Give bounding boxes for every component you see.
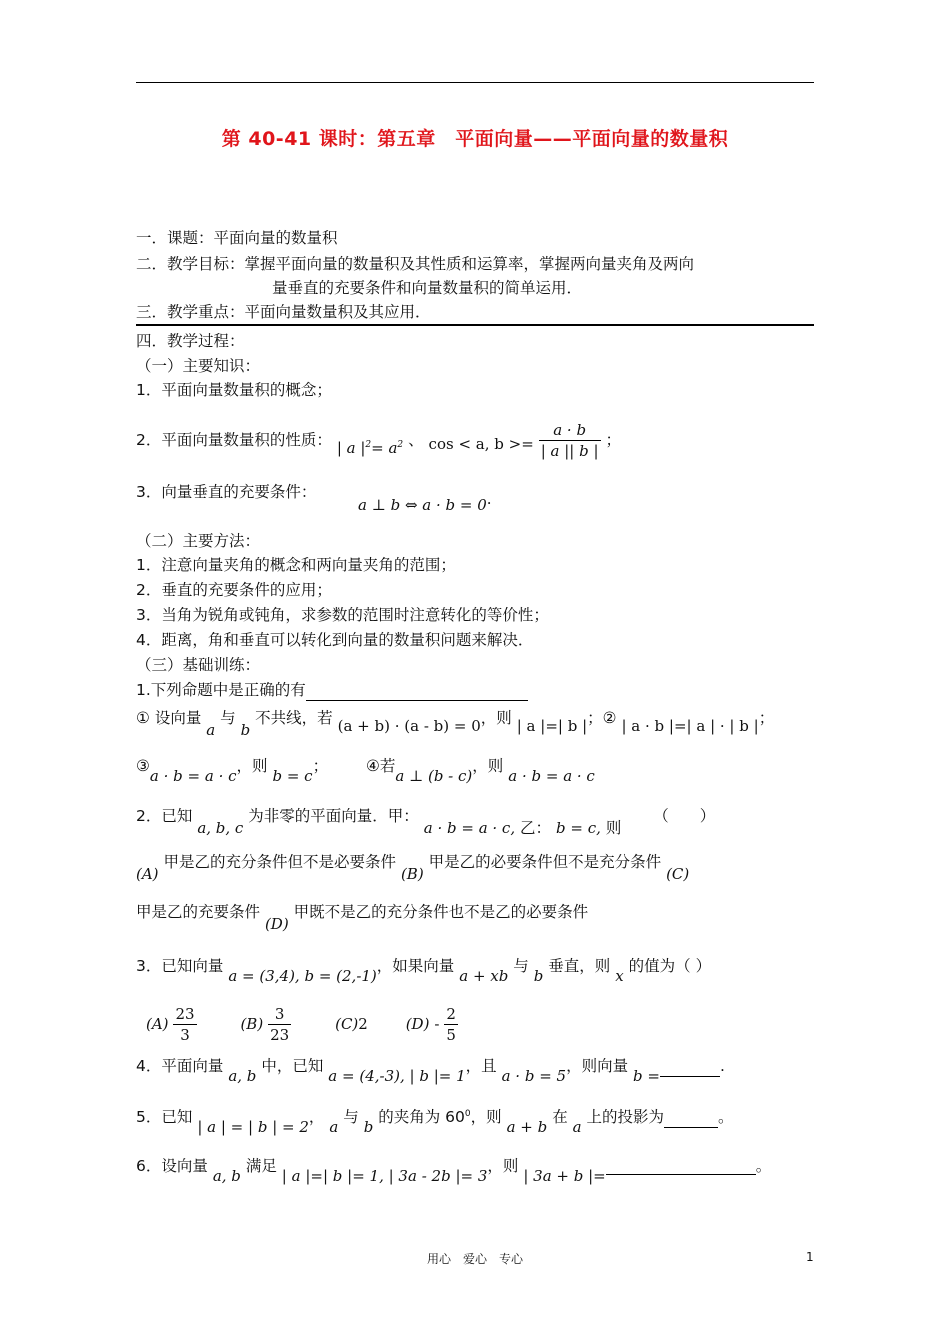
answer-blank bbox=[664, 1107, 718, 1128]
q3-stem: 3．已知向量 a = (3,4), b = (2,-1)，如果向量 a + xb 与 b 垂直，则 x 的值为（ ） bbox=[136, 957, 712, 985]
cos-formula: cos < a, b >= bbox=[428, 435, 534, 453]
topic-line: 一．课题：平面向量的数量积 bbox=[136, 229, 338, 247]
answer-blank bbox=[660, 1056, 720, 1077]
knowledge-3: 3．向量垂直的充要条件： bbox=[136, 483, 317, 501]
method-3: 3．当角为锐角或钝角，求参数的范围时注意转化的等价性； bbox=[136, 606, 549, 624]
method-1: 1．注意向量夹角的概念和两向量夹角的范围； bbox=[136, 556, 456, 574]
page-number: 1 bbox=[806, 1250, 814, 1264]
norm-formula: | a $|^2= a^2$ bbox=[336, 439, 404, 457]
process-heading: 四．教学过程： bbox=[136, 332, 245, 350]
perp-formula: a ⊥ b ⇔ a · b = 0. bbox=[358, 490, 492, 514]
q2-stem: 2．已知 a, b, c 为非零的平面向量．甲： a · b = a · c, 乙： b = c, 则 （ ） bbox=[136, 807, 716, 837]
knowledge-1: 1．平面向量数量积的概念； bbox=[136, 381, 332, 399]
q1-stem: 1.下列命题中是正确的有 bbox=[136, 680, 528, 701]
knowledge-2-label: 2．平面向量数量积的性质： bbox=[136, 431, 332, 449]
q6-stem: 6．设向量 a, b 满足 | a |=| b |= 1, | 3a - 2b |= 3，则 | 3a + b |= 。 bbox=[136, 1156, 771, 1177]
page-footer: 用心 爱心 专心 bbox=[426, 1252, 523, 1266]
top-rule bbox=[136, 82, 814, 83]
answer-blank bbox=[606, 1154, 756, 1175]
page-title: 第 40-41 课时：第五章 平面向量——平面向量的数量积 bbox=[221, 128, 729, 150]
method-4: 4．距离，角和垂直可以转化到向量的数量积问题来解决． bbox=[136, 631, 534, 649]
knowledge-2: 2．平面向量数量积的性质： | a $|^2= a^2$ 、 cos < a, b >= $\frac{a \cdot b}{| a || b |}$ ； bbox=[136, 421, 622, 460]
section-knowledge: （一）主要知识： bbox=[136, 357, 261, 375]
focus-line: 三．教学重点：平面向量数量积及其应用． bbox=[136, 303, 431, 321]
q2-options-2: 甲是乙的充要条件 (D) 甲既不是乙的充分条件也不是乙的必要条件 bbox=[136, 903, 589, 933]
q1-options-1: ① 设向量 a 与 b 不共线，若 (a + b) · (a - b) = 0，则 | a |=| b |；② | a · b |=| a | · | b |； bbox=[136, 709, 775, 739]
cos-fraction: $\frac{a \cdot b}{| a || b |}$ bbox=[540, 421, 599, 460]
answer-blank bbox=[306, 680, 528, 701]
separator: 、 bbox=[408, 431, 424, 449]
objective-line: 二．教学目标：掌握平面向量的数量积及其性质和运算率，掌握两向量夹角及两向 bbox=[136, 255, 695, 273]
objective-line-cont: 量垂直的充要条件和向量数量积的简单运用． bbox=[272, 279, 583, 297]
section-training: （三）基础训练： bbox=[136, 656, 261, 674]
q1-options-2: ③a · b = a · c，则 b = c； ④若a ⊥ (b - c)，则 a · b = a · c bbox=[136, 757, 595, 785]
method-2: 2．垂直的充要条件的应用； bbox=[136, 581, 332, 599]
section-methods: （二）主要方法： bbox=[136, 532, 261, 550]
q5-stem: 5．已知 | a | = | b | = 2， a 与 b 的夹角为 $60^0$，则 a + b 在 a 上的投影为 。 bbox=[136, 1108, 734, 1137]
section-rule bbox=[136, 324, 814, 326]
q4-stem: 4．平面向量 a, b 中，已知 a = (4,-3), | b |= 1，且 a · b = 5，则向量 b = . bbox=[136, 1057, 725, 1085]
q2-options-1: (A) 甲是乙的充分条件但不是必要条件 (B) 甲是乙的必要条件但不是充分条件 (C) bbox=[136, 853, 690, 883]
q3-options: (A) $\frac{23}{3}$ (B) $\frac{3}{23}$ (C)2 (D) - $\frac{2}{5}$ bbox=[146, 1005, 456, 1044]
